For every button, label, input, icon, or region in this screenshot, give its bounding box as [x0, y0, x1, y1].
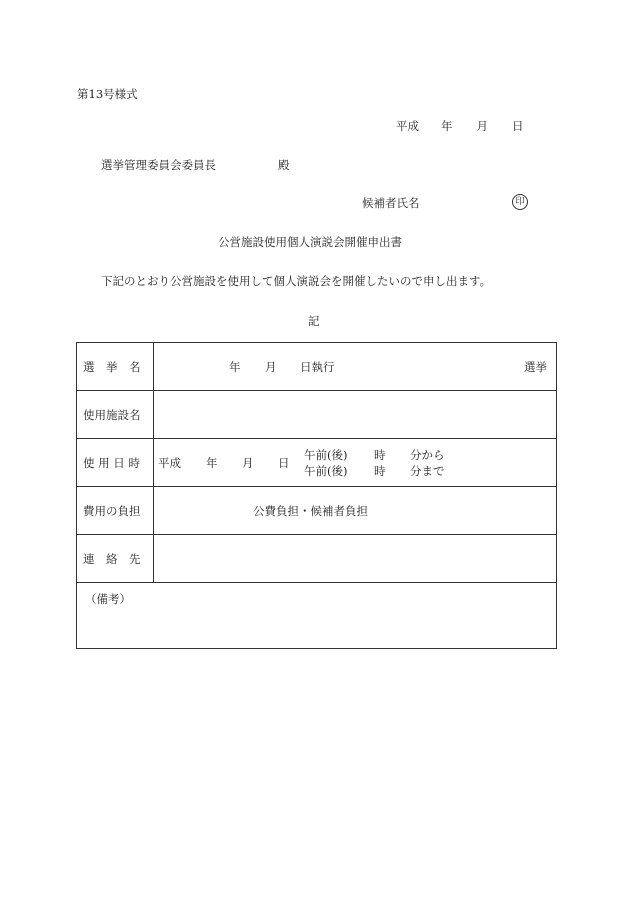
addressee-title: 選挙管理委員会委員長: [101, 158, 216, 172]
cost-options: 公費負担・候補者負担: [253, 504, 368, 518]
row-contact: [77, 535, 557, 583]
datetime-hour-start: 時: [374, 448, 386, 462]
datetime-min-from: 分から: [410, 448, 445, 462]
honorific: 殿: [278, 158, 290, 172]
date-year: 年: [441, 119, 453, 133]
datetime-label: 使 用 日 時: [77, 439, 154, 487]
election-value[interactable]: [154, 343, 557, 391]
datetime-min-to: 分まで: [410, 464, 445, 478]
contact-value[interactable]: [154, 535, 557, 583]
datetime-era: 平成: [158, 456, 181, 470]
facility-label: 使用施設名: [77, 391, 154, 439]
body-text: 下記のとおり公営施設を使用して個人演説会を開催したいので申し出ます。: [101, 274, 492, 288]
row-cost: [77, 487, 557, 535]
document-title: 公営施設使用個人演説会開催申出書: [218, 235, 402, 249]
election-label: 選 挙 名: [77, 343, 154, 391]
datetime-day: 日: [278, 456, 290, 470]
application-table: [76, 342, 557, 649]
election-month: 月: [265, 360, 277, 374]
facility-value[interactable]: [154, 391, 557, 439]
contact-label: 連 絡 先: [77, 535, 154, 583]
date-era: 平成: [396, 119, 419, 133]
cost-label: 費用の負担: [77, 487, 154, 535]
form-number: 第13号様式: [77, 87, 138, 101]
datetime-ampm-end: 午前(後): [304, 464, 348, 478]
datetime-month: 月: [242, 456, 254, 470]
election-suffix: 選挙: [524, 360, 547, 374]
datetime-ampm-start: 午前(後): [304, 448, 348, 462]
row-facility: [77, 391, 557, 439]
cost-value[interactable]: [154, 487, 557, 535]
datetime-value[interactable]: [154, 439, 557, 487]
row-election: [77, 343, 557, 391]
addressee: [101, 157, 290, 173]
row-datetime: [77, 439, 557, 487]
date-month: 月: [476, 119, 488, 133]
remarks-label: （備考）: [85, 592, 131, 606]
date-day: 日: [512, 119, 524, 133]
remarks-cell[interactable]: [77, 583, 557, 649]
candidate-name-label: 候補者氏名: [362, 196, 420, 210]
ki-heading: 記: [308, 314, 320, 328]
date-line: [396, 118, 524, 134]
datetime-hour-end: 時: [374, 464, 386, 478]
seal-mark: 印: [512, 194, 528, 210]
row-remarks: [77, 583, 557, 649]
datetime-year: 年: [206, 456, 218, 470]
election-day-exec: 日執行: [300, 360, 335, 374]
election-year: 年: [229, 360, 241, 374]
